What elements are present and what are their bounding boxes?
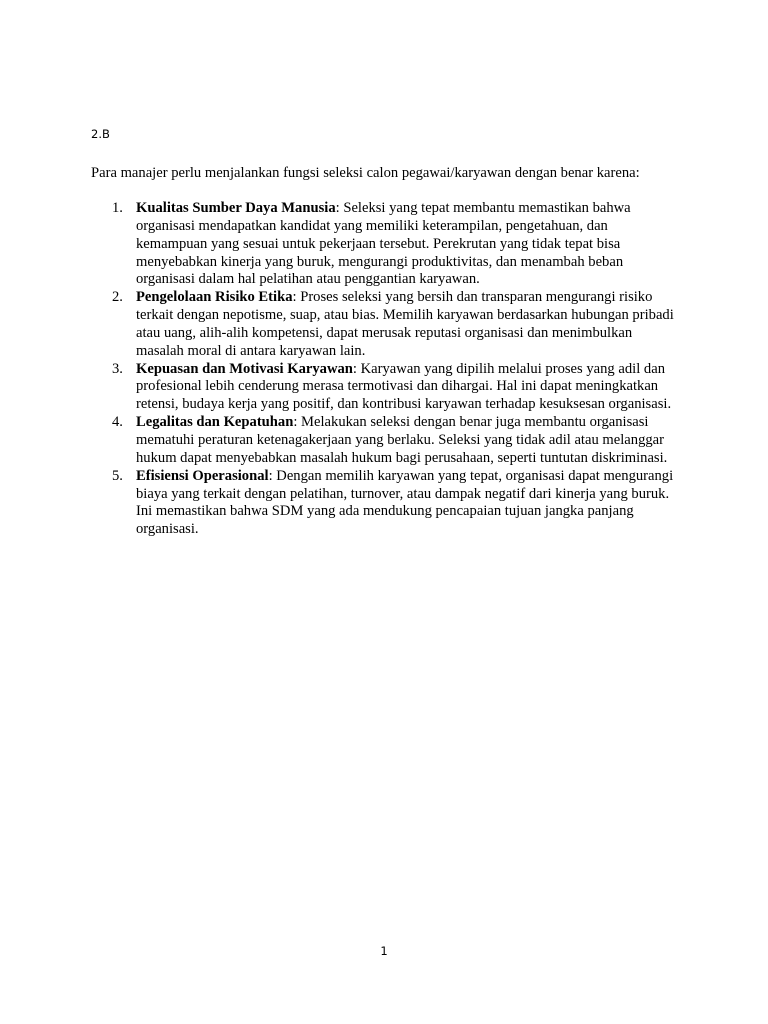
list-item-number: 4. (112, 414, 123, 431)
intro-paragraph: Para manajer perlu menjalankan fungsi seleksi calon pegawai/karyawan dengan benar karena: (91, 165, 640, 181)
list-item-title: Kepuasan dan Motivasi Karyawan (136, 360, 353, 377)
list-item-title: Pengelolaan Risiko Etika (136, 289, 293, 306)
reasons-list (91, 200, 681, 539)
list-item-text: : Karyawan yang dipilih melalui proses yang adil dan profesional lebih cenderung merasa termotivasi dan dihargai. Hal ini dapat meningkatkan retensi, budaya kerja yang positif, dan kontribusi karyawan terhadap kesuksesan organisasi. (136, 360, 672, 413)
list-item-text: : Melakukan seleksi dengan benar juga membantu organisasi mematuhi peraturan ketenagakerjaan yang berlaku. Seleksi yang tidak adil atau melanggar hukum dapat menyebabkan masalah hukum bagi perusahaan, seperti tuntutan diskriminasi. (136, 414, 668, 466)
list-item-number: 5. (112, 467, 123, 484)
list-item-title: Efisiensi Operasional (136, 467, 269, 484)
list-item (91, 414, 681, 468)
list-item-text: : Dengan memilih karyawan yang tepat, organisasi dapat mengurangi biaya yang terkait dengan pelatihan, turnover, atau dampak negatif dari kinerja yang buruk. Ini memastikan bahwa SDM yang ada mendukung pencapaian tujuan jangka panjang organisasi. (136, 467, 674, 538)
list-item-text: : Proses seleksi yang bersih dan transparan mengurangi risiko terkait dengan nepotisme, suap, atau bias. Memilih karyawan berdasarkan hubungan pribadi atau uang, alih-alih kompetensi, dapat merusak reputasi organisasi dan menimbulkan masalah moral di antara karyawan lain. (136, 289, 674, 359)
list-item (91, 361, 681, 415)
list-item (91, 289, 681, 360)
list-item (91, 468, 681, 539)
list-item-number: 3. (112, 360, 123, 377)
list-item-number: 2. (112, 289, 123, 306)
list-item-number: 1. (112, 200, 123, 216)
list-item-title: Kualitas Sumber Daya Manusia (136, 200, 336, 216)
list-item (91, 200, 681, 289)
list-item-text: : Seleksi yang tepat membantu memastikan bahwa organisasi mendapatkan kandidat yang memiliki keterampilan, pengetahuan, dan kemampuan yang sesuai untuk pekerjaan tersebut. Perekrutan yang tidak tepat bisa menyebabkan kinerja yang buruk, mengurangi produktivitas, dan menambah beban organisasi dalam hal pelatihan atau penggantian karyawan. (136, 200, 631, 288)
page-number: 1 (380, 944, 388, 958)
list-item-title: Legalitas dan Kepatuhan (136, 414, 294, 431)
section-label: 2.B (91, 127, 110, 141)
